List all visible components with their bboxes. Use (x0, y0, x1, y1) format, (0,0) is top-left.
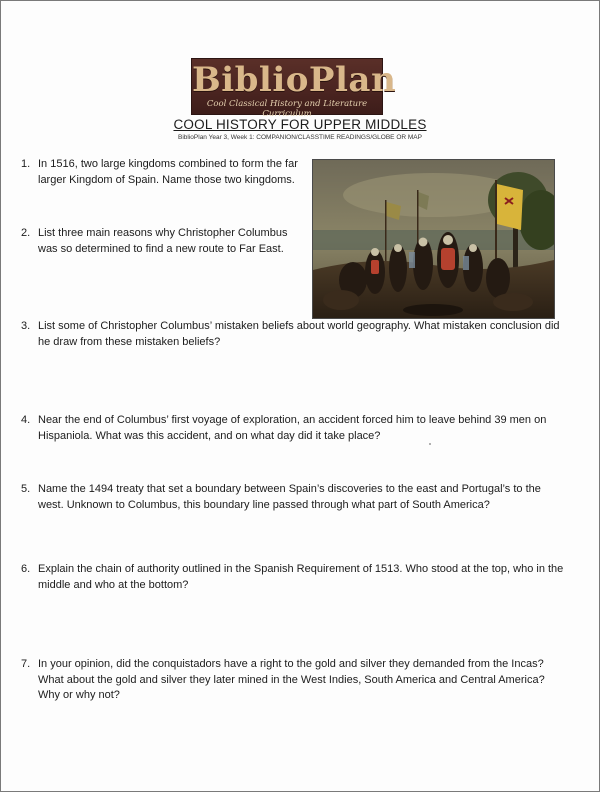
question-text: List some of Christopher Columbus’ mistaken beliefs about world geography. What mistaken conclusion did he draw from these mistaken beliefs? (38, 320, 560, 348)
question-number: 6. (21, 563, 31, 575)
page-title: COOL HISTORY FOR UPPER MIDDLES (173, 117, 427, 132)
scan-speck (429, 443, 431, 445)
question-number: 1. (21, 158, 31, 170)
question-text: Name the 1494 treaty that set a boundary between Spain’s discoveries to the east and Portugal’s to the west. Unknown to Columbus, this boundary line passed through what part of South America? (38, 483, 541, 511)
question-text: In 1516, two large kingdoms combined to form the far larger Kingdom of Spain. Name those two kingdoms. (38, 158, 298, 186)
logo-wordmark: BiblioPlan (192, 60, 397, 100)
question-text: In your opinion, did the conquistadors have a right to the gold and silver they demanded from the Incas? What about the gold and silver they later mined in the West Indies, South America and Central America? Why or why not? (38, 658, 545, 701)
question-text: Near the end of Columbus’ first voyage of exploration, an accident forced him to leave behind 39 men on Hispaniola. What was this accident, and on what day did it take place? (38, 414, 547, 442)
page-subtitle: BiblioPlan Year 3, Week 1: COMPANION/CLASSTIME READINGS/GLOBE OR MAP (178, 134, 422, 141)
question-number: 2. (21, 227, 31, 239)
question-number: 3. (21, 320, 31, 332)
question-number: 7. (21, 658, 31, 670)
columbus-landing-painting (312, 159, 555, 319)
biblioplan-logo (192, 59, 397, 119)
painting-illustration (313, 160, 554, 318)
question-text: List three main reasons why Christopher Columbus was so determined to find a new route to Far East. (38, 227, 288, 255)
question-number: 5. (21, 483, 31, 495)
question-number: 4. (21, 414, 31, 426)
question-text: Explain the chain of authority outlined in the Spanish Requirement of 1513. Who stood at the top, who in the middle and who at the bottom? (38, 563, 564, 591)
logo-tagline: Cool Classical History and Literature Curriculum (206, 99, 368, 119)
